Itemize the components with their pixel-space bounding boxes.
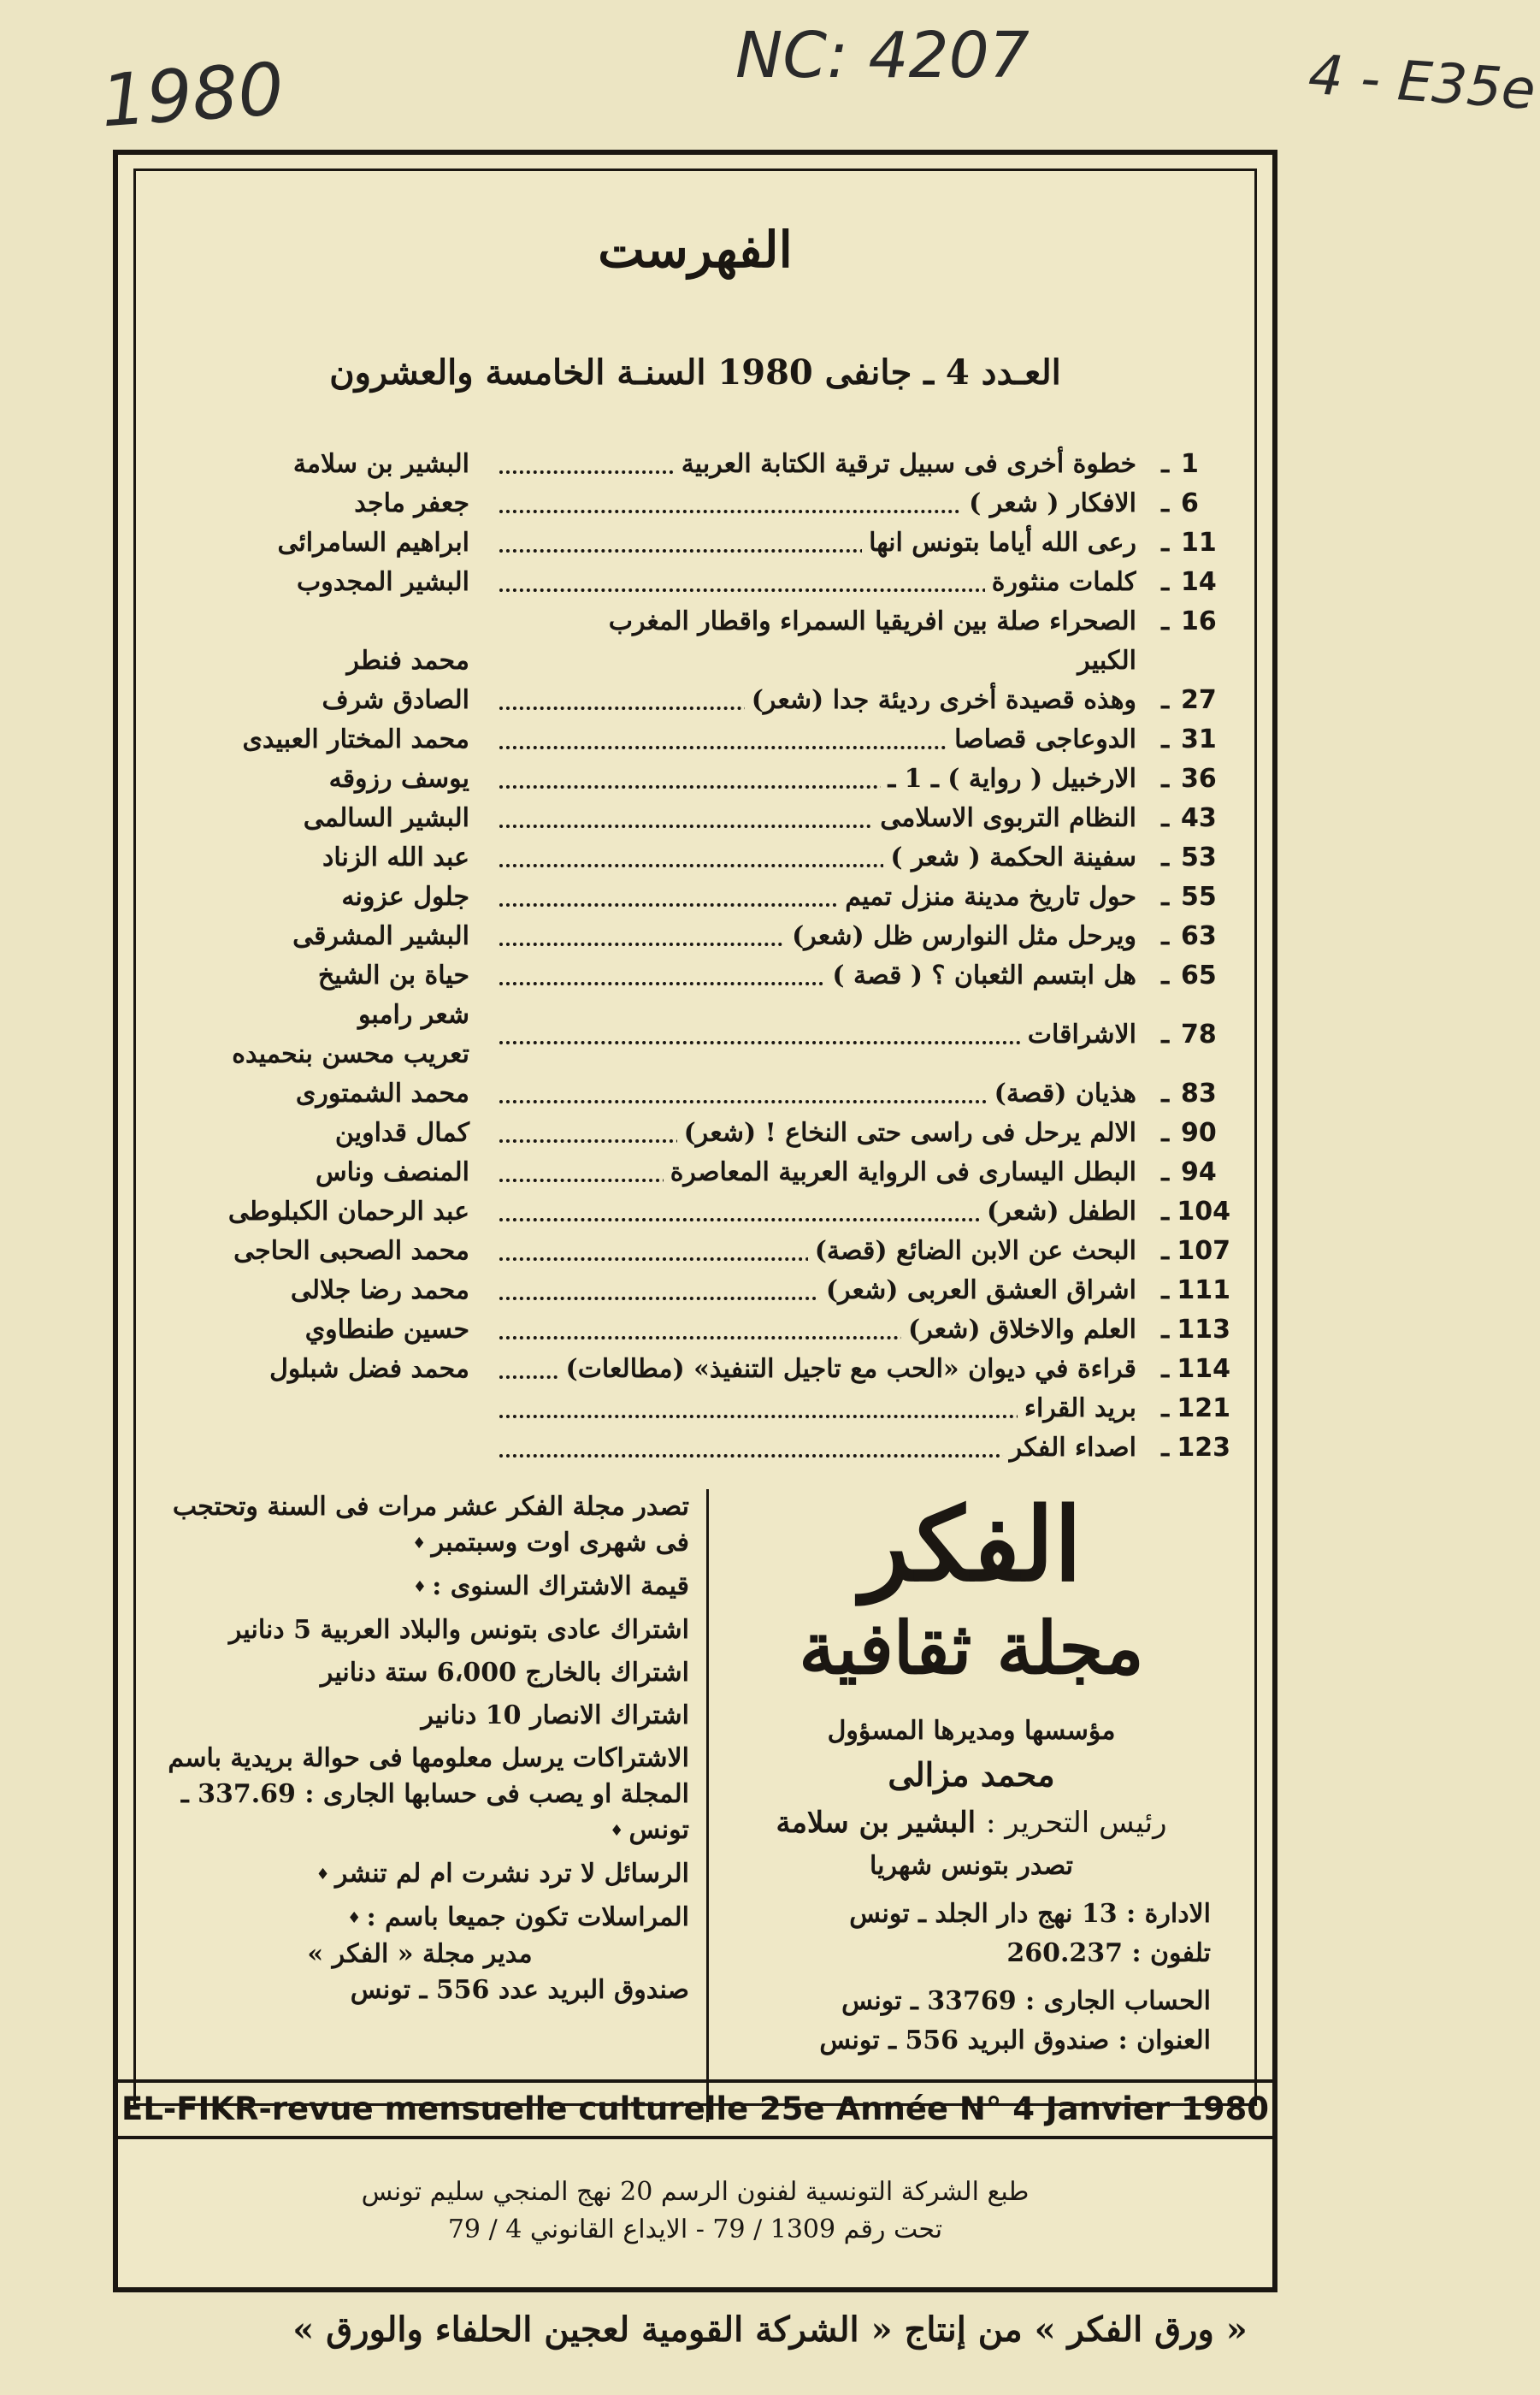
toc-entry[interactable] [162, 720, 1230, 760]
magazine-tagline: مجلة ثقافية [799, 1606, 1144, 1690]
toc-author: البشير بن سلامة [292, 449, 469, 479]
current-account: الحساب الجارى : 33769 ـ تونس [841, 1986, 1211, 2016]
toc-entry[interactable] [162, 1153, 1230, 1192]
toc-page-number: 6 [1181, 488, 1199, 518]
toc-entry[interactable] [162, 1271, 1230, 1310]
toc-page-number: 83 [1181, 1079, 1217, 1109]
toc-author: البشير المجدوب [296, 567, 469, 597]
toc-title: هل ابتسم الثعبان ؟ ( قصة ) [825, 961, 1136, 991]
toc-entry[interactable] [162, 1114, 1230, 1153]
subscription-regular: اشتراك عادى بتونس والبلاد العربية 5 دنانير [228, 1615, 689, 1645]
toc-author: ابراهيم السامرائى [277, 528, 469, 558]
toc-title: ويرحل مثل النوارس ظل (شعر) [785, 921, 1136, 951]
toc-entry[interactable] [162, 878, 1230, 917]
toc-dash: ـ [1161, 882, 1169, 912]
toc-page-number: 63 [1181, 921, 1217, 951]
toc-title: البطل اليسارى فى الرواية العربية المعاصرة [664, 1157, 1136, 1187]
masthead [723, 1485, 1219, 2061]
printer-line-2: تحت رقم 1309 / 79 - الايداع القانوني 4 / 79 [447, 2215, 943, 2244]
toc-author: محمد رضا جلالى [290, 1275, 469, 1305]
toc-title: خطوة أخرى فى سبيل ترقية الكتابة العربية [675, 449, 1136, 479]
toc-page-number: 31 [1181, 724, 1217, 754]
printer-line-1: طبع الشركة التونسية لفنون الرسم 20 نهج المنجي سليم تونس [361, 2177, 1030, 2207]
admin-address: الادارة : 13 نهج دار الجلد ـ تونس [849, 1899, 1211, 1929]
founder-name: محمد مزالى [888, 1755, 1055, 1794]
toc-dash: ـ [1161, 1275, 1169, 1305]
toc-page-number: 27 [1181, 685, 1217, 715]
toc-title: اشراق العشق العربى (شعر) [819, 1275, 1136, 1305]
toc-entry[interactable] [162, 602, 1230, 681]
toc-dash: ـ [1161, 961, 1169, 991]
column-divider [706, 1489, 709, 2122]
magazine-logo: الفكر [860, 1485, 1083, 1604]
toc-dash: ـ [1161, 803, 1169, 833]
toc-entry[interactable] [162, 1350, 1230, 1389]
subscription-payment: الاشتراكات يرسل معلومها فى حوالة بريدية باسم المجلة او يصب فى حسابها الجارى : 337.69 ـ تونس ♦ [150, 1741, 689, 1849]
toc-title-continued: الكبير [499, 642, 1136, 681]
correspondence-address: صندوق البريد عدد 556 ـ تونس [350, 1975, 689, 2005]
toc-entry[interactable] [162, 760, 1230, 799]
toc-entry[interactable] [162, 563, 1230, 602]
toc-title: حول تاريخ مدينة منزل تميم [838, 882, 1136, 912]
toc-author: شعر رامبو [357, 1000, 469, 1030]
monthly-note: تصدر بتونس شهريا [870, 1851, 1073, 1881]
toc-dash: ـ [1161, 843, 1169, 872]
toc-author: الصادق شرف [322, 685, 469, 715]
editor-name: البشير بن سلامة [776, 1806, 977, 1840]
publication-frequency: تصدر مجلة الفكر عشر مرات فى السنة وتحتجب فى شهرى اوت وسبتمبر ♦ [150, 1489, 689, 1562]
toc-author: محمد الصحبى الحاجى [233, 1236, 469, 1266]
toc-page-number: 11 [1181, 528, 1217, 558]
toc-entry[interactable] [162, 1074, 1230, 1114]
toc-dash: ـ [1161, 724, 1169, 754]
toc-dash: ـ [1161, 567, 1169, 597]
toc-page-number: 16 [1181, 606, 1217, 636]
toc-dash: ـ [1161, 764, 1169, 794]
toc-dash: ـ [1161, 921, 1169, 951]
toc-title: كلمات منثورة [985, 567, 1136, 597]
toc-title: العلم والاخلاق (شعر) [901, 1315, 1136, 1345]
toc-page-number: 90 [1181, 1118, 1217, 1148]
paper-supplier-footer: « ورق الفكر » من إنتاج « الشركة القومية لعجين الحلفاء والورق » [292, 2309, 1248, 2350]
toc-dash: ـ [1161, 449, 1169, 479]
subscription-supporters: اشتراك الانصار 10 دنانير [421, 1700, 689, 1730]
toc-title: هذيان (قصة) [988, 1079, 1136, 1109]
toc-entry[interactable] [162, 956, 1230, 996]
toc-page-number: 94 [1181, 1157, 1217, 1187]
toc-title: الالم يرحل فى راسى حتى النخاع ! (شعر) [677, 1118, 1136, 1148]
editor-label: رئيس التحرير : [985, 1806, 1167, 1840]
toc-entry[interactable] [162, 1232, 1230, 1271]
toc-dash: ـ [1161, 1197, 1169, 1227]
printer-info [118, 2173, 1272, 2249]
correspondence-recipient: مدير مجلة « الفكر » [307, 1939, 533, 1969]
subscription-info [150, 1489, 689, 2015]
table-of-contents [162, 445, 1230, 1468]
postal-address: العنوان : صندوق البريد 556 ـ تونس [819, 2025, 1211, 2055]
toc-page-number: 107 [1177, 1236, 1230, 1266]
toc-dash: ـ [1161, 1020, 1169, 1050]
toc-author: يوسف رزوقه [328, 764, 469, 794]
toc-title: الاشراقات [1021, 1020, 1136, 1050]
toc-author: محمد المختار العبيدى [242, 724, 469, 754]
editor-line [723, 1799, 1219, 1847]
toc-author: جلول عزونه [341, 882, 469, 912]
toc-page-number: 114 [1177, 1354, 1230, 1384]
toc-author: البشير المشرقى [292, 921, 469, 951]
toc-title: الصحراء صلة بين افريقيا السمراء واقطار المغرب [602, 606, 1136, 636]
toc-author: محمد فنطر [346, 646, 469, 676]
toc-dash: ـ [1161, 1236, 1169, 1266]
phone-number: تلفون : 260.237 [1006, 1938, 1211, 1968]
toc-author: عبد الرحمان الكبلوطى [227, 1197, 469, 1227]
toc-title: بريد القراء [1018, 1393, 1136, 1423]
toc-author-translator: تعريب محسن بنحميده [232, 1039, 469, 1069]
letters-policy: الرسائل لا ترد نشرت ام لم تنشر ♦ [150, 1856, 689, 1893]
toc-page-number: 55 [1181, 882, 1217, 912]
subscription-abroad: اشتراك بالخارج 6،000 ستة دنانير [320, 1658, 689, 1688]
toc-title: البحث عن الابن الضائع (قصة) [808, 1236, 1136, 1266]
toc-page-number: 111 [1177, 1275, 1230, 1305]
toc-author: كمال قداوين [334, 1118, 469, 1148]
toc-author: محمد فضل شبلول [269, 1354, 469, 1384]
toc-entry[interactable] [162, 445, 1230, 484]
toc-page-number: 123 [1177, 1433, 1230, 1463]
toc-title: الافكار ( شعر ) [962, 488, 1136, 518]
toc-author: عبد الله الزناد [322, 843, 469, 872]
toc-title: رعى الله أياما بتونس انها [862, 528, 1136, 558]
toc-entry[interactable] [162, 917, 1230, 956]
toc-author: البشير السالمى [303, 803, 469, 833]
toc-page-number: 78 [1181, 1020, 1217, 1050]
toc-dash: ـ [1161, 1118, 1169, 1148]
toc-dash: ـ [1161, 528, 1169, 558]
toc-page-number: 1 [1181, 449, 1199, 479]
toc-dash: ـ [1161, 1315, 1169, 1345]
toc-page-number: 113 [1177, 1315, 1230, 1345]
toc-entry[interactable] [162, 1389, 1230, 1428]
toc-title: النظام التربوى الاسلامى [873, 803, 1136, 833]
toc-page-number: 53 [1181, 843, 1217, 872]
toc-entry[interactable] [162, 996, 1230, 1074]
toc-title: الدوعاجى قصاصا [947, 724, 1136, 754]
toc-page-number: 36 [1181, 764, 1217, 794]
toc-author: حسين طنطاوي [304, 1315, 469, 1345]
toc-page-number: 43 [1181, 803, 1217, 833]
toc-entry[interactable] [162, 1428, 1230, 1468]
toc-title: الارخبيل ( رواية ) ـ 1 ـ [881, 764, 1136, 794]
toc-dash: ـ [1161, 488, 1169, 518]
toc-author: حياة بن الشيخ [317, 961, 469, 991]
toc-dash: ـ [1161, 606, 1169, 636]
toc-entry[interactable] [162, 681, 1230, 720]
toc-entry[interactable] [162, 523, 1230, 563]
toc-author: المنصف وناس [316, 1157, 469, 1187]
correspondence-heading: المراسلات تكون جميعا باسم : ♦ [150, 1900, 689, 1937]
toc-dash: ـ [1161, 1354, 1169, 1384]
latin-masthead-line: EL-FIKR-revue mensuelle culturelle 25e Année N° 4 Janvier 1980 [118, 2079, 1272, 2139]
toc-entry[interactable] [162, 838, 1230, 878]
toc-page-number: 104 [1177, 1197, 1230, 1227]
subscription-heading: قيمة الاشتراك السنوى : ♦ [150, 1569, 689, 1606]
toc-dash: ـ [1161, 1393, 1169, 1423]
issue-subtitle: العـدد 4 ـ جانفى 1980 السنـة الخامسة والعشرون [329, 352, 1061, 393]
toc-dash: ـ [1161, 1157, 1169, 1187]
toc-title: الطفل (شعر) [980, 1197, 1136, 1227]
toc-entry[interactable] [162, 799, 1230, 838]
toc-dash: ـ [1161, 685, 1169, 715]
page-frame [113, 150, 1277, 2292]
toc-entry[interactable] [162, 484, 1230, 523]
toc-dash: ـ [1161, 1079, 1169, 1109]
toc-title: اصداء الفكر [1003, 1433, 1136, 1463]
page-title: الفهرست [598, 221, 793, 279]
founder-label: مؤسسها ومديرها المسؤول [827, 1716, 1116, 1746]
handwritten-code: 4 - E35e [1306, 43, 1538, 123]
handwritten-nc-number: NC: 4207 [735, 19, 1030, 92]
toc-entry[interactable] [162, 1310, 1230, 1350]
toc-title: سفينة الحكمة ( شعر ) [883, 843, 1136, 872]
toc-author: محمد الشمتورى [295, 1079, 469, 1109]
handwritten-year: 1980 [97, 46, 286, 144]
toc-page-number: 65 [1181, 961, 1217, 991]
toc-title: وهذه قصيدة أخرى رديئة جدا (شعر) [745, 685, 1136, 715]
toc-title: قراءة في ديوان «الحب مع تاجيل التنفيذ» (مطالعات) [559, 1354, 1137, 1384]
toc-author: جعفر ماجد [354, 488, 469, 518]
toc-entry[interactable] [162, 1192, 1230, 1232]
toc-page-number: 121 [1177, 1393, 1230, 1423]
toc-page-number: 14 [1181, 567, 1217, 597]
toc-dash: ـ [1161, 1433, 1169, 1463]
